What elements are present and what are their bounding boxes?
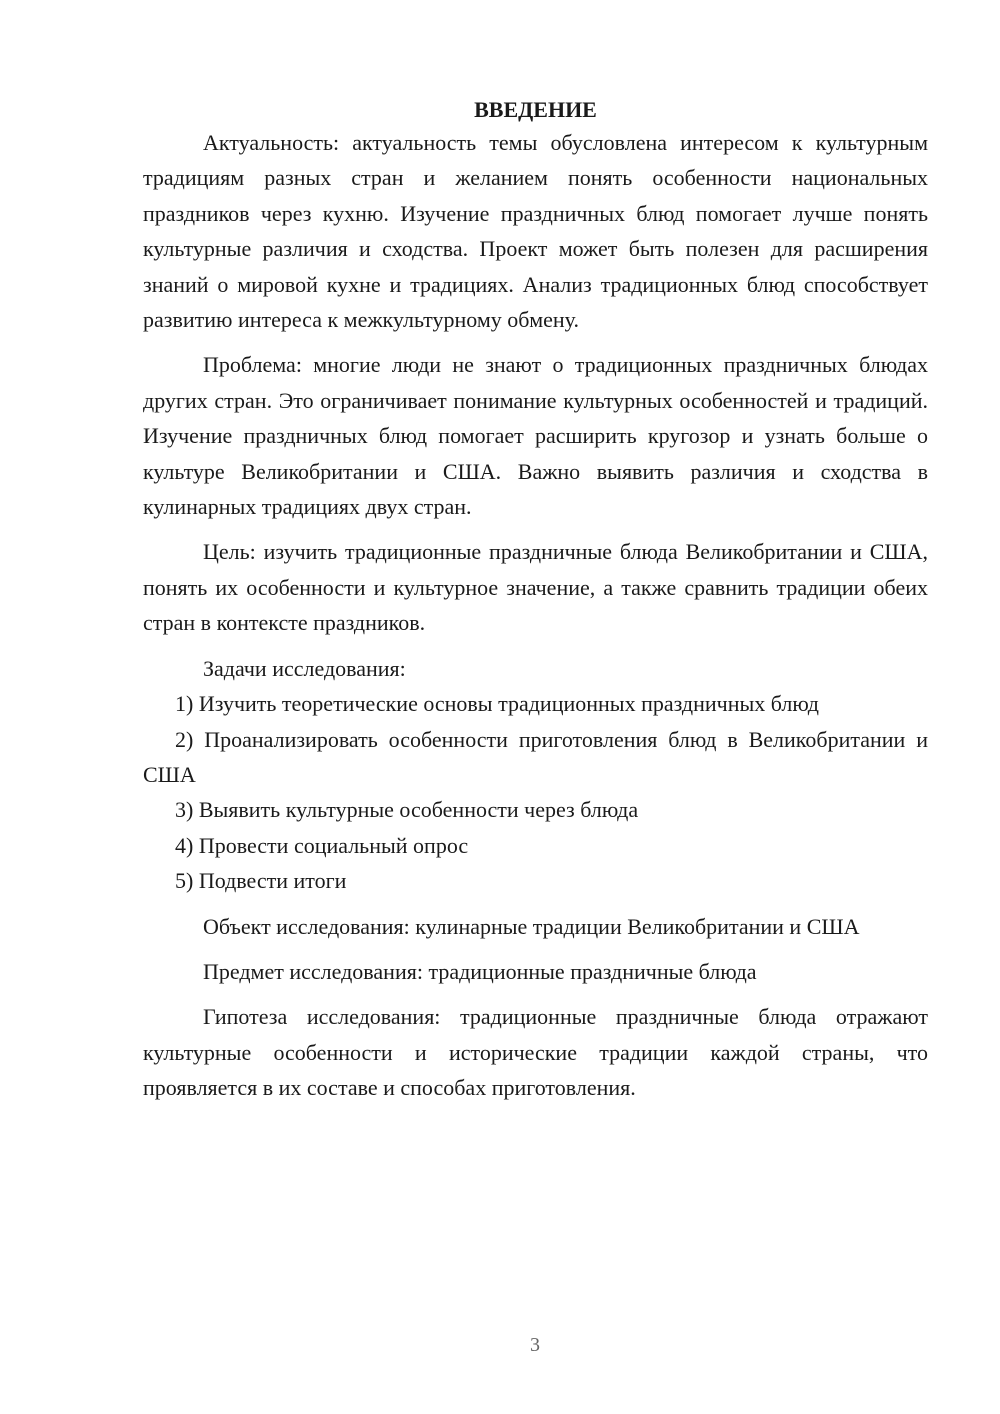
paragraph-problem: Проблема: многие люди не знают о традиционных праздничных блюдах других стран. Это ограничивает понимание культурных особенностей и традиций. Изучение праздничных блюд помогает расширить кругозор и узнать больше о культуре Великобритании и США. Важно выявить различия и сходства в кулинарных традициях двух стран. [143, 352, 928, 520]
page-body [143, 95, 928, 1106]
task-item-5: 5) Подвести итоги [175, 868, 347, 894]
paragraph-subject: Предмет исследования: традиционные праздничные блюда [203, 958, 757, 984]
page-number: 3 [530, 1334, 540, 1356]
paragraph-hypothesis: Гипотеза исследования: традиционные праздничные блюда отражают культурные особенности и исторические традиции каждой страны, что проявляется в их составе и способах приготовления. [143, 1004, 928, 1101]
paragraph-relevance: Актуальность: актуальность темы обусловлена интересом к культурным традициям разных стран и желанием понять особенности национальных праздников через кухню. Изучение праздничных блюд помогает лучше понять культурные различия и сходства. Проект может быть полезен для расширения знаний о мировой кухне и традициях. Анализ традиционных блюд способствует развитию интереса к межкультурному обмену. [143, 130, 928, 333]
task-item-4: 4) Провести социальный опрос [175, 832, 469, 858]
paragraph-goal: Цель: изучить традиционные праздничные блюда Великобритании и США, понять их особенности и культурное значение, а также сравнить традиции обеих стран в контексте праздников. [143, 539, 928, 636]
task-item-3: 3) Выявить культурные особенности через блюда [175, 797, 639, 823]
paragraph-object: Объект исследования: кулинарные традиции Великобритании и США [203, 913, 860, 939]
tasks-heading: Задачи исследования: [203, 655, 406, 681]
task-item-1: 1) Изучить теоретические основы традиционных праздничных блюд [175, 691, 819, 717]
page-title: ВВЕДЕНИЕ [474, 97, 597, 122]
task-item-2: 2) Проанализировать особенности приготовления блюд в Великобритании и США [143, 726, 928, 787]
